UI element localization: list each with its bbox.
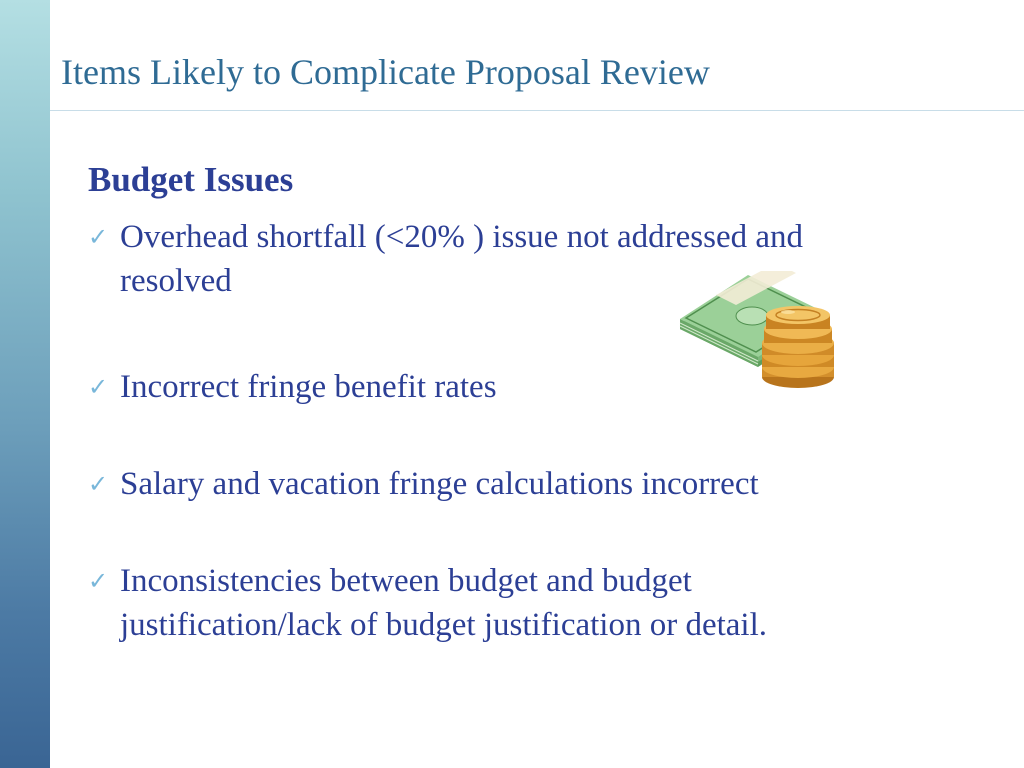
bullet-text: Salary and vacation fringe calculations incorrect bbox=[120, 466, 759, 502]
checkmark-icon: ✓ bbox=[88, 470, 109, 498]
slide-title: Items Likely to Complicate Proposal Review bbox=[61, 52, 710, 92]
bullet-item-inconsistencies bbox=[88, 559, 918, 647]
section-heading: Budget Issues bbox=[88, 160, 294, 199]
checkmark-icon: ✓ bbox=[88, 373, 109, 401]
money-stack-with-coins-icon bbox=[676, 271, 848, 395]
side-accent-bar bbox=[0, 0, 50, 768]
coin-stack bbox=[762, 306, 834, 388]
title-divider bbox=[50, 110, 1024, 111]
bullet-item-salary-vacation bbox=[88, 462, 918, 506]
checkmark-icon: ✓ bbox=[88, 223, 109, 251]
checkmark-icon: ✓ bbox=[88, 567, 109, 595]
bullet-text: Inconsistencies between budget and budget justification/lack of budget justification or detail. bbox=[120, 563, 767, 643]
bullet-text: Overhead shortfall (<20% ) issue not addressed and resolved bbox=[120, 219, 803, 299]
bullet-text: Incorrect fringe benefit rates bbox=[120, 369, 497, 405]
